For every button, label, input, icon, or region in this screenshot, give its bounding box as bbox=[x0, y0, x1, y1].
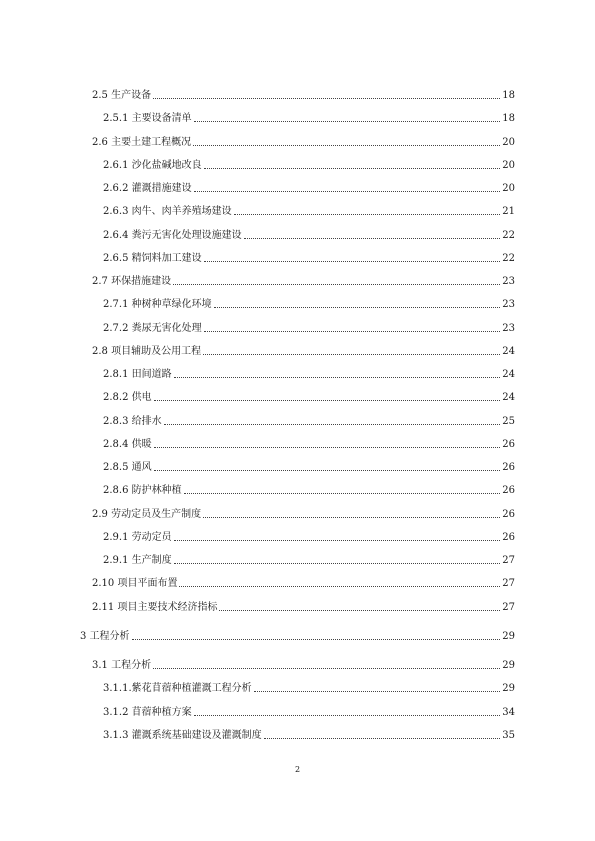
toc-entry-page: 25 bbox=[502, 416, 515, 427]
toc-entry[interactable] bbox=[103, 295, 515, 311]
toc-entry[interactable] bbox=[103, 179, 515, 195]
toc-entry-label: 2.6.4 粪污无害化处理设施建设 bbox=[103, 230, 242, 241]
toc-entry-label: 3.1.3 灌溉系统基础建设及灌溉制度 bbox=[103, 730, 262, 741]
toc-entry-label: 3.1.1.紫花苜蓿种植灌溉工程分析 bbox=[103, 683, 252, 694]
dot-leader bbox=[174, 539, 501, 541]
toc-entry[interactable] bbox=[92, 656, 515, 672]
toc-entry-page: 26 bbox=[502, 509, 515, 520]
toc-entry-page: 29 bbox=[502, 660, 515, 671]
toc-entry[interactable] bbox=[92, 505, 515, 521]
toc-entry[interactable] bbox=[103, 528, 515, 544]
toc-entry-label: 2.8.5 通风 bbox=[103, 462, 152, 473]
dot-leader bbox=[174, 376, 501, 378]
dot-leader bbox=[184, 492, 501, 494]
dot-leader bbox=[174, 562, 501, 564]
toc-entry-page: 34 bbox=[502, 707, 515, 718]
toc-entry-label: 2.7.2 粪尿无害化处理 bbox=[103, 323, 202, 334]
toc-entry-label: 3.1.2 苜蓿种植方案 bbox=[103, 707, 192, 718]
toc-entry-label: 2.7 环保措施建设 bbox=[92, 276, 172, 287]
toc-entry[interactable] bbox=[92, 133, 515, 149]
toc-entry-label: 2.6.5 精饲料加工建设 bbox=[103, 253, 202, 264]
toc-entry-label: 2.11 项目主要技术经济指标 bbox=[92, 602, 218, 613]
toc-entry-label: 2.8.2 供电 bbox=[103, 392, 152, 403]
toc-entry-page: 27 bbox=[502, 602, 515, 613]
toc-entry-label: 2.8.4 供暖 bbox=[103, 439, 152, 450]
toc-entry[interactable] bbox=[103, 249, 515, 265]
dot-leader bbox=[194, 714, 501, 716]
dot-leader bbox=[203, 516, 500, 518]
toc-entry[interactable] bbox=[92, 598, 515, 614]
toc-entry-label: 2.6.1 沙化盐碱地改良 bbox=[103, 160, 202, 171]
toc-entry-page: 18 bbox=[502, 90, 515, 101]
toc-entry-label: 3 工程分析 bbox=[80, 631, 130, 642]
toc-entry-label: 2.8 项目辅助及公用工程 bbox=[92, 346, 202, 357]
dot-leader bbox=[153, 97, 500, 99]
dot-leader bbox=[264, 737, 501, 739]
toc-entry-page: 18 bbox=[502, 113, 515, 124]
dot-leader bbox=[154, 399, 501, 401]
toc-entry-page: 22 bbox=[502, 230, 515, 241]
dot-leader bbox=[154, 446, 501, 448]
dot-leader bbox=[164, 423, 501, 425]
dot-leader bbox=[179, 585, 500, 587]
toc-entry[interactable] bbox=[103, 226, 515, 242]
toc-entry[interactable] bbox=[103, 202, 515, 218]
dot-leader bbox=[173, 283, 500, 285]
toc-entry-label: 2.10 项目平面布置 bbox=[92, 578, 178, 589]
dot-leader bbox=[194, 120, 501, 122]
toc-entry-label: 2.6 主要土建工程概况 bbox=[92, 137, 192, 148]
toc-entry-page: 24 bbox=[502, 346, 515, 357]
toc-entry-label: 2.6.2 灌溉措施建设 bbox=[103, 183, 192, 194]
toc-entry-page: 22 bbox=[502, 253, 515, 264]
toc-entry-page: 23 bbox=[502, 299, 515, 310]
toc-entry-label: 2.8.3 给排水 bbox=[103, 416, 162, 427]
toc-entry[interactable] bbox=[92, 272, 515, 288]
toc-entry[interactable] bbox=[103, 156, 515, 172]
dot-leader bbox=[214, 306, 501, 308]
toc-entry-page: 26 bbox=[502, 532, 515, 543]
toc-entry-page: 24 bbox=[502, 369, 515, 380]
toc-entry[interactable] bbox=[103, 388, 515, 404]
toc-entry-label: 2.5 生产设备 bbox=[92, 90, 152, 101]
page-number: 2 bbox=[294, 765, 301, 774]
toc-entry[interactable] bbox=[103, 703, 515, 719]
dot-leader bbox=[153, 667, 500, 669]
toc-entry[interactable] bbox=[92, 342, 515, 358]
toc-entry[interactable] bbox=[80, 627, 515, 643]
toc-entry-page: 27 bbox=[502, 578, 515, 589]
dot-leader bbox=[234, 213, 501, 215]
dot-leader bbox=[193, 144, 500, 146]
dot-leader bbox=[204, 260, 501, 262]
toc-entry[interactable] bbox=[103, 481, 515, 497]
dot-leader bbox=[132, 638, 501, 640]
toc-entry[interactable] bbox=[103, 109, 515, 125]
toc-entry-page: 23 bbox=[502, 323, 515, 334]
dot-leader bbox=[219, 609, 500, 611]
toc-entry-page: 27 bbox=[502, 555, 515, 566]
toc-entry-page: 35 bbox=[502, 730, 515, 741]
toc-entry[interactable] bbox=[103, 458, 515, 474]
dot-leader bbox=[203, 353, 500, 355]
dot-leader bbox=[204, 167, 501, 169]
toc-entry-page: 29 bbox=[502, 683, 515, 694]
toc-entry[interactable] bbox=[103, 726, 515, 742]
toc-entry-page: 26 bbox=[502, 462, 515, 473]
toc-entry-label: 2.8.6 防护林种植 bbox=[103, 485, 182, 496]
toc-entry[interactable] bbox=[92, 574, 515, 590]
toc-entry-page: 20 bbox=[502, 183, 515, 194]
toc-entry[interactable] bbox=[103, 319, 515, 335]
dot-leader bbox=[154, 469, 501, 471]
dot-leader bbox=[244, 237, 501, 239]
dot-leader bbox=[194, 190, 501, 192]
toc-entry-page: 29 bbox=[502, 631, 515, 642]
toc-entry[interactable] bbox=[103, 412, 515, 428]
toc-entry[interactable] bbox=[103, 679, 515, 695]
toc-entry[interactable] bbox=[92, 86, 515, 102]
toc-entry-label: 2.9.1 劳动定员 bbox=[103, 532, 172, 543]
toc-entry[interactable] bbox=[103, 551, 515, 567]
toc-entry-label: 3.1 工程分析 bbox=[92, 660, 152, 671]
dot-leader bbox=[254, 690, 501, 692]
toc-entry[interactable] bbox=[103, 435, 515, 451]
toc-entry-label: 2.7.1 种树种草绿化环境 bbox=[103, 299, 212, 310]
toc-entry-page: 21 bbox=[502, 206, 515, 217]
toc-entry-label: 2.5.1 主要设备清单 bbox=[103, 113, 192, 124]
toc-entry-page: 20 bbox=[502, 160, 515, 171]
dot-leader bbox=[204, 330, 501, 332]
toc-entry-page: 24 bbox=[502, 392, 515, 403]
toc-entry-page: 23 bbox=[502, 276, 515, 287]
toc-entry[interactable] bbox=[103, 365, 515, 381]
toc-entry-page: 26 bbox=[502, 439, 515, 450]
toc-entry-page: 26 bbox=[502, 485, 515, 496]
toc-entry-label: 2.8.1 田间道路 bbox=[103, 369, 172, 380]
toc-entry-label: 2.9.1 生产制度 bbox=[103, 555, 172, 566]
toc-entry-label: 2.6.3 肉牛、肉羊养殖场建设 bbox=[103, 206, 232, 217]
toc-entry-label: 2.9 劳动定员及生产制度 bbox=[92, 509, 202, 520]
toc-entry-page: 20 bbox=[502, 137, 515, 148]
